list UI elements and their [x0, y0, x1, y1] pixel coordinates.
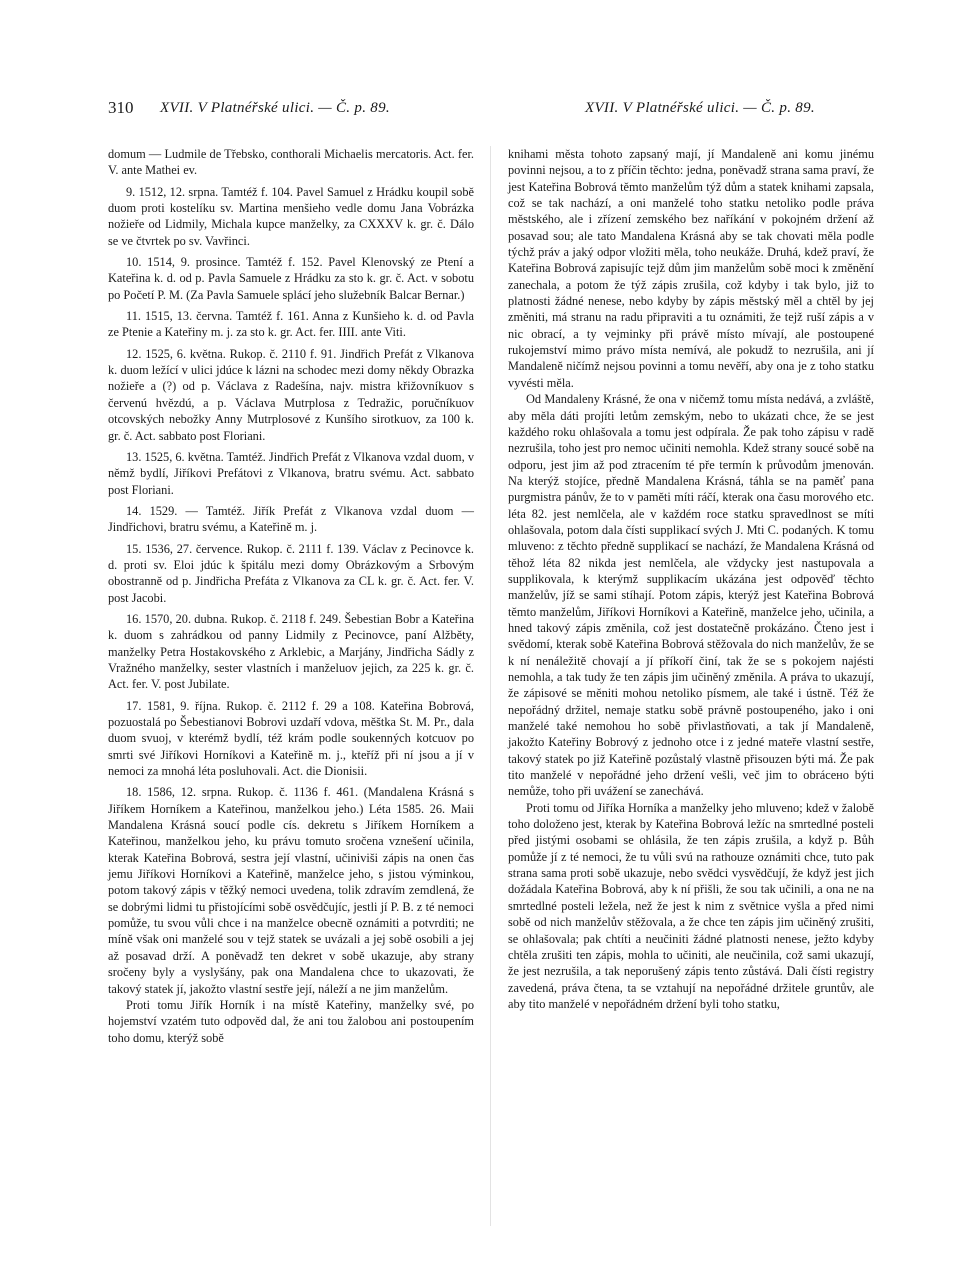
entry-13: 13. 1525, 6. května. Tamtéž. Jindřich Prefát z Vlkanova vzdal duom, v němž bydlí, Jiříkovi Prefátovi z Vlkanova, bratru svému. Act. sabbato post Floriani. — [108, 449, 474, 497]
paragraph: Proti tomu Jiřík Horník i na místě Kateřiny, manželky své, po hojemství vzatém tuto odpověd dal, že ani tou žalobou ani postoupením toho domu, kterýž sobě — [108, 997, 474, 1045]
entry-18: 18. 1586, 12. srpna. Rukop. č. 1136 f. 461. (Mandalena Krásná s Jiříkem Horníkem a Kateřinou, manželkou jeho.) Léta 1585. 26. Maii Mandalena Krásná soucí podle cís. dekretu s Jiříkem Horníkem a Kateřinou, manželkou jeho, ku právu tomuto sročena vznešení učinila, kterak Kateřina Bobrová, sestra její vlastní, učiniviši zápis na onen čas jemu Jiříkovi Horníkovi a Kateřině, manželce jeho, s jistou výminkou, potom takový zápis v těžký nemoci uvedena, tolik zdravím zemdlená, že se dobrými lidmi tu přistojícími sobě osvědčujíc, jestli jí P. B. z té nemoci pomůže, tu svou vůli chce i na manželce obecně oznámiti a potvrditi; ne míně však oni manželé sou v tejž statek se uvázali a jej sobě osobili a jej až posavad drží. A poněvadž ten dekret v sobě ukazuje, aby strany sročeny byly a vyslyšány, pak ona Mandalena chce to ukazovati, že takový statek jí, jakožto vlastní sestře její, náleží a ne jim manželům. — [108, 785, 474, 996]
paragraph: domum — Ludmile de Třebsko, conthorali Michaelis mercatoris. Act. fer. V. ante Mathei ev. — [108, 147, 474, 178]
right-column — [508, 146, 874, 1012]
entry-12: 12. 1525, 6. května. Rukop. č. 2110 f. 91. Jindřich Prefát z Vlkanova k. duom ležící v ulici jdúce k lázni na schodec mezi domy někdy Obrazka nožieře a (?) od p. Václava z Radešína, najv. mistra křižovníkuov s červenú hvězdú, a p. Václava Mutrplosa z Tedražic, poručníkuov otcovských nebožky Anny Mutrplosové z Kunšího sirotkuov, za 100 k. gr. č. Act. sabbato post Floriani. — [108, 346, 474, 443]
left-column — [108, 146, 474, 1046]
entry-15: 15. 1536, 27. července. Rukop. č. 2111 f. 139. Václav z Pecinovce k. d. proti sv. Eloi jdúc k špitálu mezi domy Obrázkovým a Srbovým obostranně od p. Jindřicha Prefáta z Vlkanova za CL k. gr. č. Act. fer. V. post Jacobi. — [108, 541, 474, 605]
entry-16: 16. 1570, 20. dubna. Rukop. č. 2118 f. 249. Šebestian Bobr a Kateřina k. duom s zahrádkou od panny Lidmily z Pecinovce, paní Alžběty, manželky Petra Hostakovského z Arklebic, a Marjány, Jindřicha Sádly z Vražného manželky, sester vlastních i manželuov jejich, za 225 k. gr. č. Act. fer. V. post Jubilate. — [108, 611, 474, 692]
column-divider — [490, 146, 491, 1226]
entry-11: 11. 1515, 13. června. Tamtéž f. 161. Anna z Kunšieho k. d. od Pavla ze Ptenie a Kateřiny m. j. za sto k. gr. Act. fer. IIII. ante Viti. — [108, 309, 474, 340]
paragraph: Od Mandaleny Krásné, že ona v ničemž tomu místa nedává, a zvláště, aby měla dáti projíti letům zemským, nebo to ukázati chce, že se jest každého roku ohlašovala a tomu jest odpírala. Že pak toho zápisu v radě nezrušila, toho jest pro nemoc učiniti nemohla. Kdež strany soucé sobě na odporu, jest jim až pod ztracením té pře termín k průvodům jmenován. Na kterýž stojíce, předně Mandalena Krásná, táhla se na paměť pana purgmistra pánův, že to v paměti míti ráčí, kterak ona času morového etc. léta 82. jest nemlčela, ale v každém roce statku spravedlnost se míti ohlašovala, potom dala čísti supplikací svých J. Mti C. podaných. K tomu mluveno: z těchto předně supplikací se nachází, že Mandalena Krásná od těhož léta 82 nikda jest nemlčela, ale vždycky jest nastupovala a supplikovala, k kterýmž supplikacím ukázána jest odpověď těchto manželův, jíž se sami stíhají. Potom zápis, kterýž jest Kateřina Bobrová těmto manželům, Jiříkovi Horníkovi a Kateřině, manželce jeho, učinila, a hned takový zápis změnila, což jest dostatečně prokázáno. Čteno jest i svědomí, kterak sobě Kateřina Bobrová stěžovala do nich manželův, že se k ní nenáležitě chovají a jí příkoří činí, tak že se s pokojem najésti nemohla, a tak tudy že ten zápis jim učiněný změnila. A práva to ukazují, že zápisové se měniti mohou netoliko písmem, ale také i ústně. Též že nepořádný držitel, nemaje statku sobě právně postoupeného, jako i oni manželé také nemohou ho sobě přivlastňovati, a tak jí Mandaleně, jakožto Kateřiny Bobrový z jednoho otce i z jedné mateře vlastní sestře, takový statek po již Kateřině pozůstalý vlastně přisouzen býti má. Že pak tito manželé v nepořádné jeho držení vešli, več jim to obrácено býti nemůže, toho při uvážení se zanechává. — [508, 392, 874, 799]
entry-14: 14. 1529. — Tamtéž. Jiřík Prefát z Vlkanova vzdal duom — Jindřichovi, bratru svému, a Kateřině m. j. — [108, 503, 474, 535]
paragraph: knihami města tohoto zapsaný mají, jí Mandaleně ani komu jinému povinni nejsou, a to z příčin těchto: jedna, poněvadž strana sama praví, že jest Kateřina Bobrová těmto manželům týž dům a statek knihami zapsala, což se tak nachází, a oni manželé toho statku netoliko podle práva městského, ale i zřízení zemského bez naříkání v pokojném držení až posavad sou; ale tato Mandalena Krásná aby se tak chovati měla podle týchž práv a jaký odpor vložiti měla, toho neukáže. Druhá, kdež praví, že Kateřina Bobrová zapisujíc tejž dům jim manželům sobě moci k změnění zanechala, a potom že týž zápis zrušila, což kdyby i tak bylo, již to platnosti žádné nenese, nebo kdyby by zápis městský měl a chtěl by jej změniti, má stranu na radu připraviti a tu oznámiti, že tejž ruší zápis a v nic obrací, a ty vejminky při právě místo mívají, ale postoupené rukojemství mimo právo místa nemívá, ale pokudž to nezrušila, ani jí Mandaleně ničímž nejsou povinni a tomu nevěří, aby ona je z toho statku vyvésti měla. — [508, 147, 874, 390]
entry-17: 17. 1581, 9. října. Rukop. č. 2112 f. 29 a 108. Kateřina Bobrová, pozuostalá po Šebestianovi Bobrovi uzdaří vdova, měštka St. M. Pr., dala duom svuoj, v kterémž bydlí, též krám podle soukenných kotcuov po smrti své Jiříkovi Horníkovi a Kateřině m. j., kteříž při ní jsou a jí v nemoci za mnohá léta posluhovali. Act. die Dionisii. — [108, 698, 474, 779]
header-title-right: XVII. V Platnéřské ulici. — Č. p. 89. — [585, 100, 815, 116]
header-title-left: XVII. V Platnéřské ulici. — Č. p. 89. — [160, 100, 390, 116]
paragraph: Proti tomu od Jiříka Horníka a manželky jeho mluveno; kdež v žalobě toho doloženo jest, kterak by Kateřina Bobrová ležíc na smrtedlné posteli před jistými osobami se ohlásila, že ten zápis zrušila, a když p. Bůh pomůže jí z té nemoci, že tu vůli svú na rathouze oznámiti chce, tuto pak strana sama proti sobě ukazuje, nebo svědci vysvědčují, že když jest jich dožádala Kateřina Bobrová, aby k ní přišli, že sou tak učinili, a ona ne na smrtedlné posteli ležela, než že jest k nim z světnice vyšla a před nimi sobě od nich manželův stěžovala, a že chce ten zápis jim učiněný zrušiti, se ohlašovala; pak chtíti a neučiniti žádné platnosti nenese, ježto kdyby chtěla zrušiti ten zápis, mohla to učiniti, ale neučinila, což sami ukazují, že jest nezrušila, a tak neporušený zápis tento zůstává. Dali čísti registry zavedená, práva čtena, ta se vztahují na nepořádné držitele gruntův, ale aby tito manželé v nepořádném držení byli toho statku, — [508, 800, 874, 1011]
running-header — [0, 98, 960, 122]
entry-10: 10. 1514, 9. prosince. Tamtéž f. 152. Pavel Klenovský ze Ptení a Kateřina k. d. od p. Pavla Samuele z Hrádku za sto k. gr. č. Act. v sobotu po Početí P. M. (Za Pavla Samuele splácí jeho služebník Balcar Bernar.) — [108, 255, 474, 302]
entry-9: 9. 1512, 12. srpna. Tamtéž f. 104. Pavel Samuel z Hrádku koupil sobě duom proti kostelíku sv. Martina menšieho vedle domu Jana Vobrázka nožieře od Lidmily, Michala kupce manželky, za CXXXV k. gr. č. Dálo se ve čtvrtek po sv. Vavřinci. — [108, 184, 474, 248]
page-number: 310 — [108, 98, 134, 117]
